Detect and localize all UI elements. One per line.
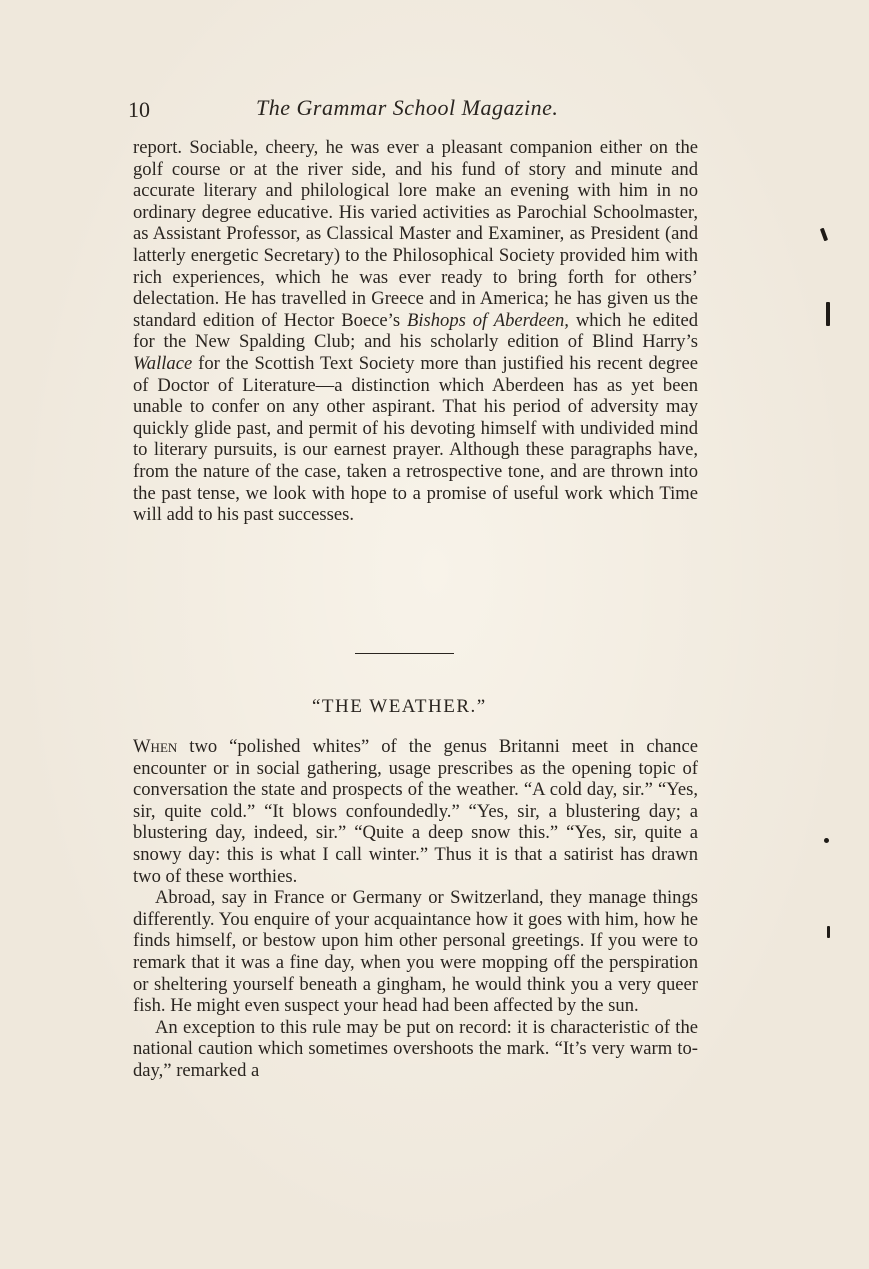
section-heading: “THE WEATHER.” — [312, 696, 487, 717]
drop-lead-word: When — [133, 736, 178, 757]
margin-mark — [820, 228, 828, 242]
text-segment: report. Sociable, cheery, he was ever a pleasant companion either on the golf course or at the river side, and his fund of story and minute and accurate literary and philological lore make an evening with him in no ordinary degree educative. His varied activities as Parochial Schoolmaster, as Assistant Professor, as Classical Master and Examiner, as President (and latterly energetic Secretary) to the Philosophical Society provided him with rich experiences, which he was ever ready to bring forth for others’ delectation. He has travelled in Greece and in America; he has given us the standard edition of Hector Boece’s — [133, 137, 698, 331]
margin-mark — [827, 926, 830, 938]
continuation-paragraph — [133, 137, 698, 526]
weather-article — [133, 736, 698, 1082]
text-segment: for the Scottish Text Society more than justified his recent degree of Doctor of Literature—a distinction which Aberdeen has as yet been unable to confer on any other aspirant. That his period of adversity may quickly glide past, and permit of his devoting himself with undivided mind to literary pursuits, is our earnest prayer. Although these paragraphs have, from the nature of the case, taken a retrospective tone, and are thrown into the past tense, we look with hope to a promise of useful work which Time will add to his past successes. — [133, 352, 698, 526]
article-continuation — [133, 137, 698, 526]
page-header — [128, 95, 708, 125]
book-title-bishops: Bishops of Aberdeen, — [406, 309, 569, 331]
text-segment: which he edited for the New Spalding Club; and his scholarly edition of Blind Harry’s — [133, 309, 699, 353]
weather-paragraph-2: Abroad, say in France or Germany or Switzerland, they manage things differently. You enquire of your acquaintance how it goes with him, how he finds himself, or bestow upon him other personal greetings. If you were to remark that it was a fine day, when you were mopping off the perspiration or sheltering yourself beneath a gingham, he would think you a very queer fish. He might even suspect your head had been affected by the sun. — [133, 887, 698, 1017]
margin-mark — [826, 302, 830, 326]
weather-paragraph-1 — [133, 736, 698, 887]
margin-mark — [824, 838, 829, 843]
page-number: 10 — [128, 97, 150, 122]
book-title-wallace: Wallace — [133, 352, 193, 374]
weather-paragraph-3: An exception to this rule may be put on record: it is characteristic of the national caution which sometimes overshoots the mark. “It’s very warm to-day,” remarked a — [133, 1016, 698, 1081]
section-divider — [355, 653, 454, 654]
paragraph-text: two “polished whites” of the genus Britanni meet in chance encounter or in social gathering, usage prescribes as the opening topic of conversation the state and prospects of the weather. “A cold day, sir.” “Yes, sir, quite cold.” “It blows confoundedly.” “Yes, sir, a blustering day; a blustering day, indeed, sir.” “Quite a deep snow this.” “Yes, sir, quite a snowy day: this is what I call winter.” Thus it is that a satirist has drawn two of these worthies. — [133, 736, 698, 887]
running-title: The Grammar School Magazine. — [256, 95, 559, 120]
